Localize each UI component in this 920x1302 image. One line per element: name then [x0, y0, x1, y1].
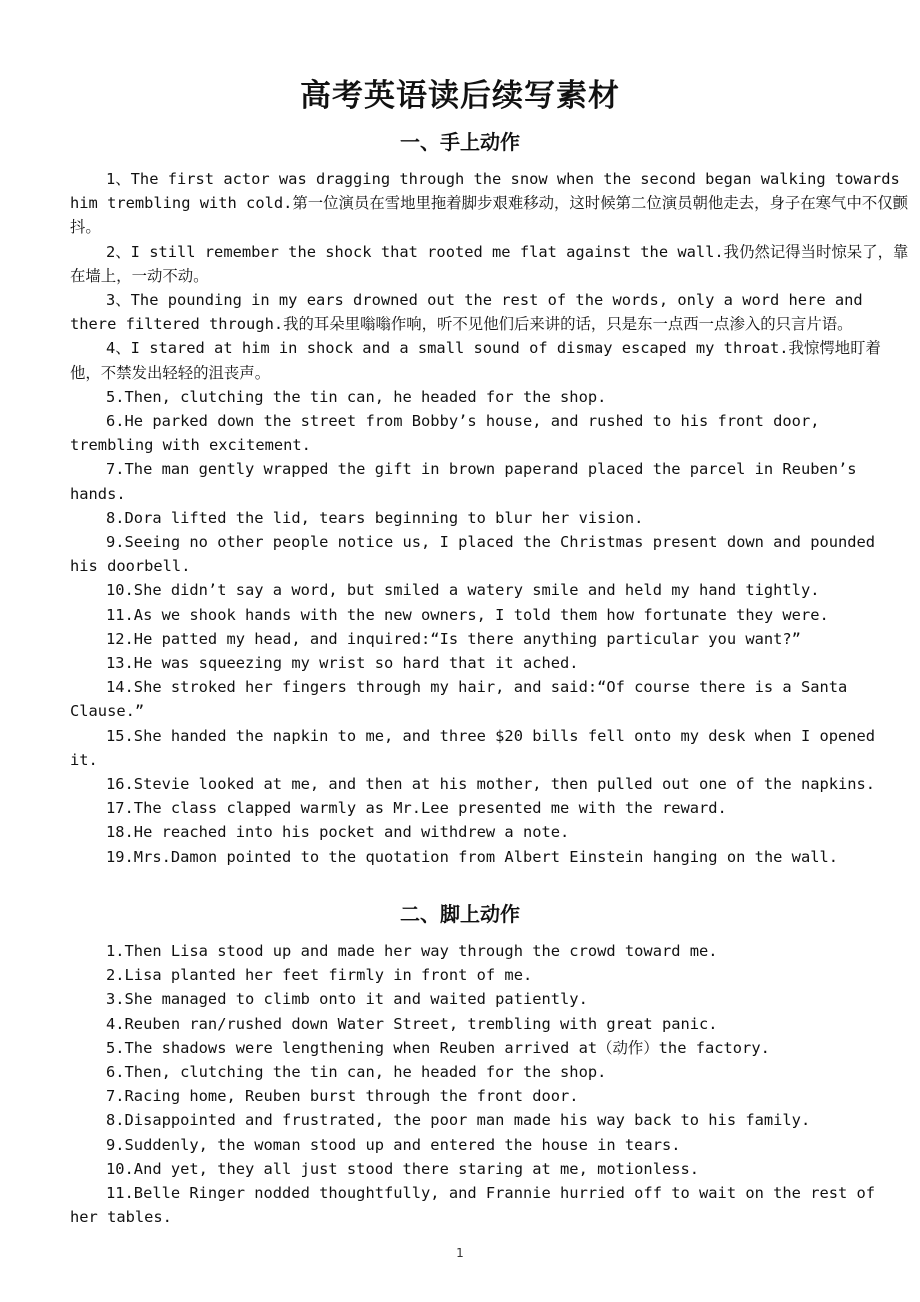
section-heading-foot-actions: 二、脚上动作: [400, 902, 520, 926]
page-number: 1: [456, 1246, 464, 1260]
list-item: 6.He parked down the street from Bobby’s house, and rushed to his front door, trembling with excitement.: [70, 412, 820, 455]
list-item: 4.Reuben ran/rushed down Water Street, trembling with great panic.: [106, 1014, 718, 1033]
list-item: 15.She handed the napkin to me, and three $20 bills fell onto my desk when I opened it.: [70, 726, 876, 769]
list-item: 5.Then, clutching the tin can, he headed for the shop.: [106, 387, 607, 406]
list-item: 9.Seeing no other people notice us, I placed the Christmas present down and pounded his doorbell.: [70, 533, 876, 576]
list-item: 13.He was squeezing my wrist so hard that it ached.: [106, 654, 579, 673]
list-item: 19.Mrs.Damon pointed to the quotation from Albert Einstein hanging on the wall.: [106, 847, 839, 866]
document-title: 高考英语读后续写素材: [300, 78, 620, 114]
list-item: 11.As we shook hands with the new owners, I told them how fortunate they were.: [106, 605, 829, 624]
list-item: 16.Stevie looked at me, and then at his mother, then pulled out one of the napkins.: [106, 775, 876, 794]
list-item: 10.And yet, they all just stood there staring at me, motionless.: [106, 1159, 700, 1178]
list-item: 5.The shadows were lengthening when Reuben arrived at（动作）the factory.: [106, 1038, 770, 1057]
list-item: 1.Then Lisa stood up and made her way through the crowd toward me.: [106, 942, 718, 960]
list-item: 18.He reached into his pocket and withdrew a note.: [106, 823, 570, 842]
list-item: 10.She didn’t say a word, but smiled a watery smile and held my hand tightly.: [106, 581, 820, 600]
hand-actions-list: [70, 167, 910, 869]
list-item: 3、The pounding in my ears drowned out the rest of the words, only a word here and there filtered through.我的耳朵里嗡嗡作响，听不见他们后来讲的话，只是东一点西一点渗入的只言片语。: [70, 291, 863, 334]
list-item: 6.Then, clutching the tin can, he headed for the shop.: [106, 1063, 607, 1082]
foot-actions-list: [70, 939, 910, 1229]
list-item: 7.The man gently wrapped the gift in brown paperand placed the parcel in Reuben’s hands.: [70, 460, 857, 503]
list-item: 14.She stroked her fingers through my hair, and said:“Of course there is a Santa Clause.”: [70, 678, 848, 721]
list-item: 12.He patted my head, and inquired:“Is there anything particular you want?”: [106, 629, 801, 648]
section-heading-hand-actions: 一、手上动作: [400, 130, 520, 154]
list-item: 8.Disappointed and frustrated, the poor man made his way back to his family.: [106, 1111, 811, 1130]
list-item: 2、I still remember the shock that rooted me flat against the wall.我仍然记得当时惊呆了，靠在墙上，一动不动。: [70, 242, 909, 285]
list-item: 11.Belle Ringer nodded thoughtfully, and Frannie hurried off to wait on the rest of her tables.: [70, 1184, 876, 1227]
list-item: 7.Racing home, Reuben burst through the front door.: [106, 1087, 579, 1106]
list-item: 1、The first actor was dragging through the snow when the second began walking towards him trembling with cold.第一位演员在雪地里拖着脚步艰难移动，这时候第二位演员朝他走去，身子在寒气中不仅颤抖。: [70, 170, 909, 237]
list-item: 9.Suddenly, the woman stood up and entered the house in tears.: [106, 1135, 681, 1154]
list-item: 4、I stared at him in shock and a small sound of dismay escaped my throat.我惊愕地盯着他，不禁发出轻轻的沮丧声。: [70, 339, 881, 382]
list-item: 3.She managed to climb onto it and waited patiently.: [106, 990, 588, 1009]
list-item: 8.Dora lifted the lid, tears beginning to blur her vision.: [106, 508, 644, 527]
list-item: 17.The class clapped warmly as Mr.Lee presented me with the reward.: [106, 799, 727, 818]
list-item: 2.Lisa planted her feet firmly in front of me.: [106, 966, 533, 985]
